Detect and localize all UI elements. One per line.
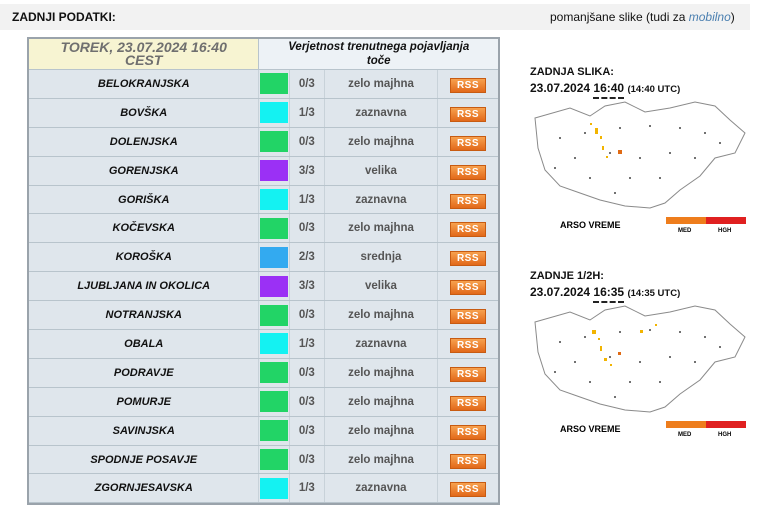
level-text: velika [325, 272, 438, 301]
station-dot [584, 336, 586, 338]
panel-date: 23.07.2024 [530, 81, 591, 95]
country-outline [535, 102, 745, 208]
table-row [29, 243, 498, 272]
level-count: 0/3 [289, 301, 324, 330]
station-dot [719, 142, 721, 144]
radar-map-1[interactable] [530, 98, 750, 238]
station-dot [694, 361, 696, 363]
station-dot [694, 157, 696, 159]
table-row [29, 156, 498, 185]
level-swatch [259, 272, 289, 301]
level-text: zelo majhna [325, 70, 438, 99]
legend-hgh-label: HGH [718, 432, 732, 438]
prob-line-2: toče [366, 55, 391, 67]
level-count: 3/3 [289, 156, 324, 185]
level-color [260, 449, 287, 470]
station-dot [614, 396, 616, 398]
hail-cell [600, 136, 602, 139]
station-dot [629, 177, 631, 179]
mobile-link[interactable]: mobilno [688, 10, 731, 24]
region-name: LJUBLJANA IN OKOLICA [29, 272, 259, 301]
rss-button[interactable]: RSS [450, 194, 486, 209]
level-text: zaznavna [325, 474, 438, 503]
station-dot [679, 331, 681, 333]
level-text: srednja [325, 243, 438, 272]
rss-cell [437, 127, 498, 156]
station-dot [639, 361, 641, 363]
level-text: zaznavna [325, 98, 438, 127]
table-row [29, 70, 498, 99]
level-swatch [259, 387, 289, 416]
rss-button[interactable]: RSS [450, 454, 486, 469]
legend-med-label: MED [678, 228, 692, 234]
level-count: 3/3 [289, 272, 324, 301]
region-name: KOČEVSKA [29, 214, 259, 243]
station-dot [589, 177, 591, 179]
panel-date: 23.07.2024 [530, 285, 591, 299]
level-count: 0/3 [289, 387, 324, 416]
table-row [29, 387, 498, 416]
hail-cell [602, 146, 604, 150]
station-dot [584, 132, 586, 134]
level-text: zelo majhna [325, 301, 438, 330]
level-color [260, 276, 287, 297]
panel-utc: (14:35 UTC) [627, 288, 681, 299]
mobile-note-prefix: pomanjšane slike (tudi za [550, 10, 689, 24]
rss-cell [437, 387, 498, 416]
panel-timestamp [530, 81, 750, 95]
hail-cell [598, 338, 600, 340]
level-color [260, 102, 287, 123]
station-dot [649, 125, 651, 127]
level-count: 0/3 [289, 358, 324, 387]
panel-time: 16:40 [593, 81, 624, 99]
prob-line-1: Verjetnost trenutnega pojavljanja [288, 41, 470, 53]
level-swatch [259, 301, 289, 330]
level-color [260, 218, 287, 239]
level-color [260, 189, 287, 210]
region-name: GORIŠKA [29, 185, 259, 214]
rss-cell [437, 445, 498, 474]
rss-button[interactable]: RSS [450, 396, 486, 411]
station-dot [559, 341, 561, 343]
rss-cell [437, 185, 498, 214]
level-color [260, 478, 287, 499]
rss-button[interactable]: RSS [450, 309, 486, 324]
level-text: zelo majhna [325, 214, 438, 243]
level-swatch [259, 243, 289, 272]
date-line-2: CEST [125, 52, 163, 68]
level-swatch [259, 474, 289, 503]
level-swatch [259, 70, 289, 99]
legend-med-swatch [666, 421, 706, 428]
rss-cell [437, 70, 498, 99]
level-count: 0/3 [289, 416, 324, 445]
table-row [29, 330, 498, 359]
station-dot [719, 346, 721, 348]
station-dot [659, 381, 661, 383]
level-color [260, 73, 287, 94]
rss-button[interactable]: RSS [450, 78, 486, 93]
hail-cell [610, 364, 612, 366]
station-dot [554, 371, 556, 373]
radar-map-2[interactable] [530, 302, 750, 442]
table-row [29, 416, 498, 445]
hail-cell [604, 358, 607, 361]
table-date-header [29, 39, 259, 70]
level-color [260, 333, 287, 354]
station-dot [574, 361, 576, 363]
station-dot [609, 356, 611, 358]
station-dot [589, 381, 591, 383]
rss-cell [437, 156, 498, 185]
last-half-hour-panel [530, 270, 750, 438]
table-row [29, 98, 498, 127]
rss-cell [437, 358, 498, 387]
rss-button[interactable]: RSS [450, 482, 486, 497]
level-swatch [259, 358, 289, 387]
level-count: 0/3 [289, 127, 324, 156]
station-dot [659, 177, 661, 179]
level-swatch [259, 416, 289, 445]
rss-cell [437, 416, 498, 445]
region-name: SPODNJE POSAVJE [29, 445, 259, 474]
top-bar [0, 4, 750, 30]
level-count: 2/3 [289, 243, 324, 272]
region-name: BOVŠKA [29, 98, 259, 127]
hail-cell [590, 123, 592, 125]
rss-cell [437, 243, 498, 272]
region-name: SAVINJSKA [29, 416, 259, 445]
level-text: zelo majhna [325, 358, 438, 387]
level-color [260, 247, 287, 268]
latest-image-panel [530, 66, 750, 234]
arso-logo: ARSO VREME [560, 424, 621, 434]
hail-table [27, 37, 500, 505]
station-dot [609, 152, 611, 154]
panel-title: ZADNJA SLIKA: [530, 66, 614, 78]
hail-cell [595, 128, 598, 134]
region-name: KOROŠKA [29, 243, 259, 272]
region-name: NOTRANJSKA [29, 301, 259, 330]
station-dot [639, 157, 641, 159]
rss-cell [437, 214, 498, 243]
station-dot [554, 167, 556, 169]
table-row [29, 185, 498, 214]
level-color [260, 420, 287, 441]
station-dot [619, 331, 621, 333]
level-count: 0/3 [289, 445, 324, 474]
level-text: zelo majhna [325, 445, 438, 474]
level-text: zelo majhna [325, 387, 438, 416]
table-row [29, 272, 498, 301]
mobile-note-suffix: ) [730, 10, 735, 24]
region-name: BELOKRANJSKA [29, 70, 259, 99]
panel-title: ZADNJE 1/2H: [530, 270, 604, 282]
level-text: velika [325, 156, 438, 185]
legend-hgh-swatch [706, 217, 746, 224]
level-count: 1/3 [289, 98, 324, 127]
probability-header [259, 39, 498, 70]
station-dot [704, 132, 706, 134]
hail-cell [618, 150, 622, 154]
panel-time: 16:35 [593, 285, 624, 303]
table-row [29, 214, 498, 243]
table-row [29, 358, 498, 387]
table-row [29, 127, 498, 156]
level-count: 1/3 [289, 474, 324, 503]
station-dot [679, 127, 681, 129]
rss-button[interactable]: RSS [450, 107, 486, 122]
legend-med-label: MED [678, 432, 692, 438]
hail-cell [600, 346, 602, 351]
level-swatch [259, 185, 289, 214]
rss-button[interactable]: RSS [450, 338, 486, 353]
table-row [29, 301, 498, 330]
level-text: zaznavna [325, 185, 438, 214]
level-count: 0/3 [289, 70, 324, 99]
level-swatch [259, 330, 289, 359]
region-name: PODRAVJE [29, 358, 259, 387]
level-color [260, 362, 287, 383]
legend-hgh-label: HGH [718, 228, 732, 234]
rss-cell [437, 272, 498, 301]
region-name: DOLENJSKA [29, 127, 259, 156]
level-swatch [259, 214, 289, 243]
level-color [260, 305, 287, 326]
page-title: ZADNJI PODATKI: [12, 10, 116, 24]
region-name: GORENJSKA [29, 156, 259, 185]
rss-cell [437, 330, 498, 359]
station-dot [649, 329, 651, 331]
rss-button[interactable]: RSS [450, 367, 486, 382]
level-swatch [259, 156, 289, 185]
level-count: 1/3 [289, 185, 324, 214]
station-dot [559, 137, 561, 139]
level-count: 1/3 [289, 330, 324, 359]
level-swatch [259, 127, 289, 156]
level-swatch [259, 445, 289, 474]
level-swatch [259, 98, 289, 127]
hail-cell [606, 156, 608, 158]
hail-cell [640, 330, 643, 333]
level-color [260, 160, 287, 181]
legend-hgh-swatch [706, 421, 746, 428]
rss-cell [437, 301, 498, 330]
region-name: ZGORNJESAVSKA [29, 474, 259, 503]
station-dot [574, 157, 576, 159]
rss-button[interactable]: RSS [450, 280, 486, 295]
legend-med-swatch [666, 217, 706, 224]
rss-button[interactable]: RSS [450, 136, 486, 151]
rss-button[interactable]: RSS [450, 425, 486, 440]
hail-cell [618, 352, 621, 355]
rss-cell [437, 98, 498, 127]
rss-button[interactable]: RSS [450, 222, 486, 237]
region-name: OBALA [29, 330, 259, 359]
arso-logo: ARSO VREME [560, 220, 621, 230]
table-body [29, 70, 498, 503]
level-color [260, 131, 287, 152]
mobile-note [550, 10, 735, 24]
station-dot [619, 127, 621, 129]
table-row [29, 474, 498, 503]
rss-button[interactable]: RSS [450, 165, 486, 180]
station-dot [704, 336, 706, 338]
date-line-1: TOREK, 23.07.2024 16:40 [60, 39, 227, 55]
table-row [29, 445, 498, 474]
station-dot [629, 381, 631, 383]
station-dot [614, 192, 616, 194]
rss-cell [437, 474, 498, 503]
level-text: zelo majhna [325, 416, 438, 445]
hail-cell [655, 324, 657, 326]
station-dot [669, 356, 671, 358]
rss-button[interactable]: RSS [450, 251, 486, 266]
region-name: POMURJE [29, 387, 259, 416]
level-count: 0/3 [289, 214, 324, 243]
panel-utc: (14:40 UTC) [627, 84, 681, 95]
hail-cell [592, 330, 596, 334]
level-color [260, 391, 287, 412]
level-text: zelo majhna [325, 127, 438, 156]
country-outline [535, 306, 745, 412]
level-text: zaznavna [325, 330, 438, 359]
station-dot [669, 152, 671, 154]
panel-timestamp [530, 285, 750, 299]
